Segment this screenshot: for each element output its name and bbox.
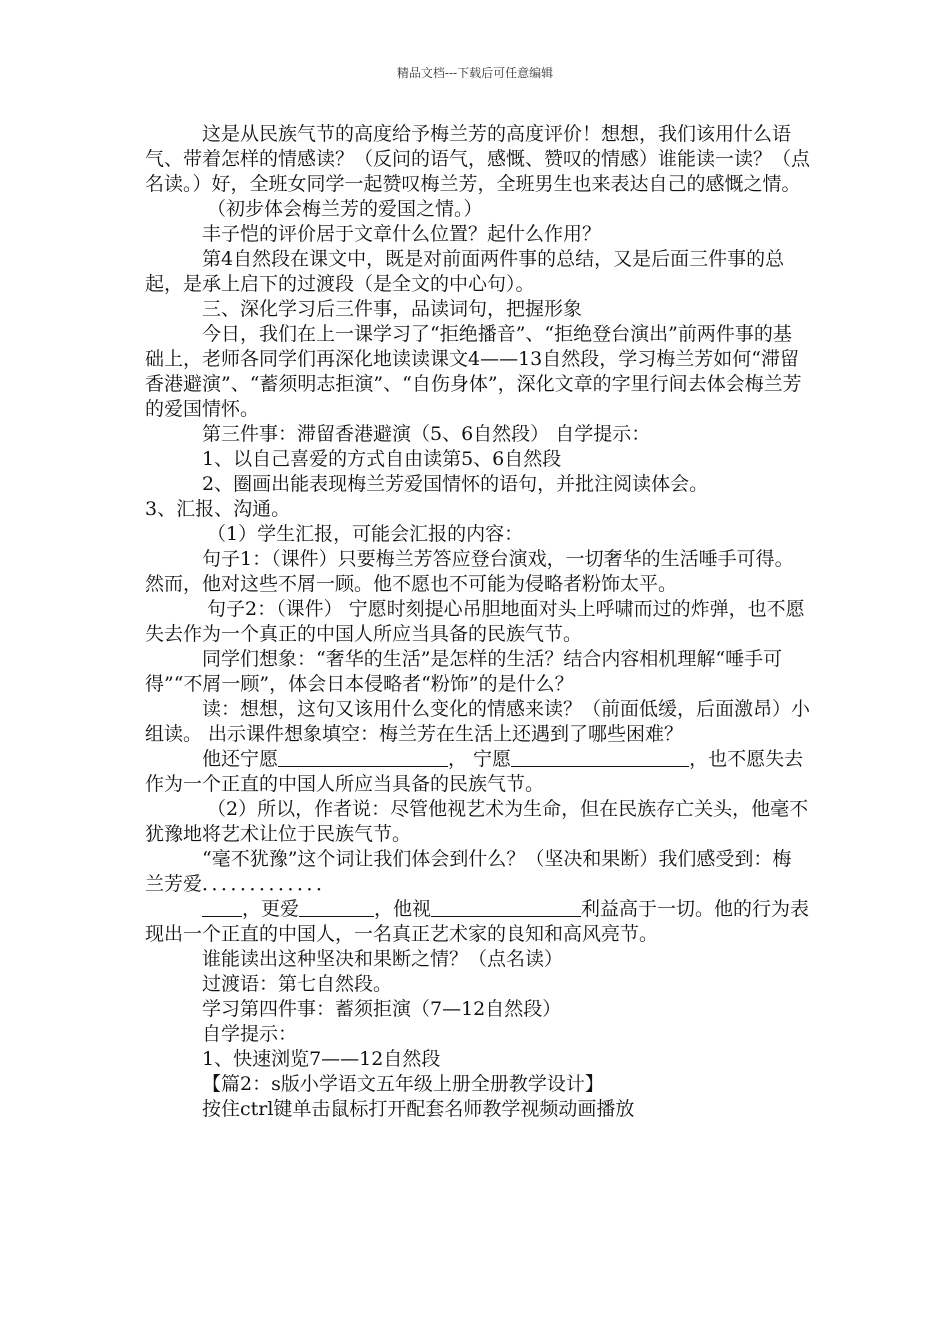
section-heading: 三、深化学习后三件事，品读词句，把握形象 — [202, 298, 583, 320]
fill-text: ，更爱 — [242, 898, 300, 920]
fill-in-paragraph — [145, 747, 810, 797]
paragraph: 学习第四件事：蓄须拒演（7—12自然段） — [202, 998, 562, 1020]
paragraph: 句子2：（课件） 宁愿时刻提心吊胆地面对头上呼啸而过的炸弹，也不愿失去作为一个真正的中国人所应当具备的民族气节。 — [145, 598, 805, 645]
paragraph: （2）所以，作者说：尽管他视艺术为生命，但在民族存亡关头，他毫不犹豫地将艺术让位于民族气节。 — [145, 798, 809, 845]
paragraph: 自学提示： — [202, 1023, 298, 1045]
paragraph: 今日，我们在上一课学习了“拒绝播音”、“拒绝登台演出”前两件事的基础上，老师各同学们再深化地读读课文4——13自然段，学习梅兰芳如何“滞留香港避演”、“蓄须明志拒演”、“自伤身体”，深化文章的字里行间去体会梅兰芳的爱国情怀。 — [145, 323, 802, 420]
paragraph: 这是从民族气节的高度给予梅兰芳的高度评价！想想，我们该用什么语气、带着怎样的情感读？（反问的语气，感慨、赞叹的情感）谁能读一读？（点名读。）好，全班女同学一起赞叹梅兰芳，全班男生也来表达自己的感慨之情。 — [145, 123, 811, 195]
paragraph: 1、以自己喜爱的方式自由读第5、6自然段 — [202, 448, 562, 470]
paragraph: （初步体会梅兰芳的爱国之情。） — [207, 198, 483, 220]
fill-text: 利益高于一切。他的行为表现出一个正直的中国人，一名真正艺术家的良知和高风亮节。 — [145, 898, 810, 945]
paragraph: （1）学生汇报，可能会汇报的内容： — [207, 523, 524, 545]
paragraph: 3、汇报、沟通。 — [145, 498, 291, 520]
paragraph: 过渡语：第七自然段。 — [202, 973, 393, 995]
fill-text: 他还宁愿 — [202, 748, 279, 770]
blank-line — [431, 898, 581, 917]
document-body — [145, 122, 810, 1122]
fill-text: ，他视 — [374, 898, 432, 920]
fill-in-paragraph — [145, 897, 810, 947]
paragraph: 1、快速浏览7——12自然段 — [202, 1048, 441, 1070]
page-header: 精品文档---下载后可任意编辑 — [396, 66, 554, 80]
paragraph: 【篇2：s版小学语文五年级上册全册教学设计】 — [202, 1073, 604, 1095]
paragraph: 丰子恺的评价居于文章什么位置？起什么作用？ — [202, 223, 602, 245]
fill-text: ，也不愿失去作为一个正直的中国人所应当具备的民族气节。 — [145, 748, 804, 795]
blank-line — [511, 748, 689, 767]
paragraph: 谁能读出这种坚决和果断之情？（点名读） — [202, 948, 564, 970]
fill-text: ， 宁愿 — [448, 748, 512, 770]
paragraph: 第4自然段在课文中，既是对前面两件事的总结，又是后面三件事的总起，是承上启下的过渡段（是全文的中心句）。 — [145, 248, 785, 295]
paragraph: “毫不犹豫”这个词让我们体会到什么？（坚决和果断）我们感受到：梅兰芳爱．．．．．．．．．．．．． — [145, 848, 792, 895]
blank-line — [202, 898, 242, 917]
paragraph: 第三件事：滞留香港避演（5、6自然段） 自学提示： — [202, 423, 651, 445]
paragraph: 按住ctrl键单击鼠标打开配套名师教学视频动画播放 — [202, 1098, 635, 1120]
paragraph: 2、圈画出能表现梅兰芳爱国情怀的语句，并批注阅读体会。 — [202, 473, 709, 495]
blank-line — [299, 898, 374, 917]
paragraph: 句子1：（课件）只要梅兰芳答应登台演戏，一切奢华的生活唾手可得。然而，他对这些不屑一顾。他不愿也不可能为侵略者粉饰太平。 — [145, 548, 794, 595]
blank-line — [278, 748, 448, 767]
paragraph: 同学们想象：“奢华的生活”是怎样的生活？结合内容相机理解“唾手可得”“不屑一顾”，体会日本侵略者“粉饰”的是什么？ — [145, 648, 783, 695]
paragraph: 读：想想，这句又该用什么变化的情感来读？（前面低缓，后面激昂）小组读。 出示课件想象填空：梅兰芳在生活上还遇到了哪些困难？ — [145, 698, 811, 745]
